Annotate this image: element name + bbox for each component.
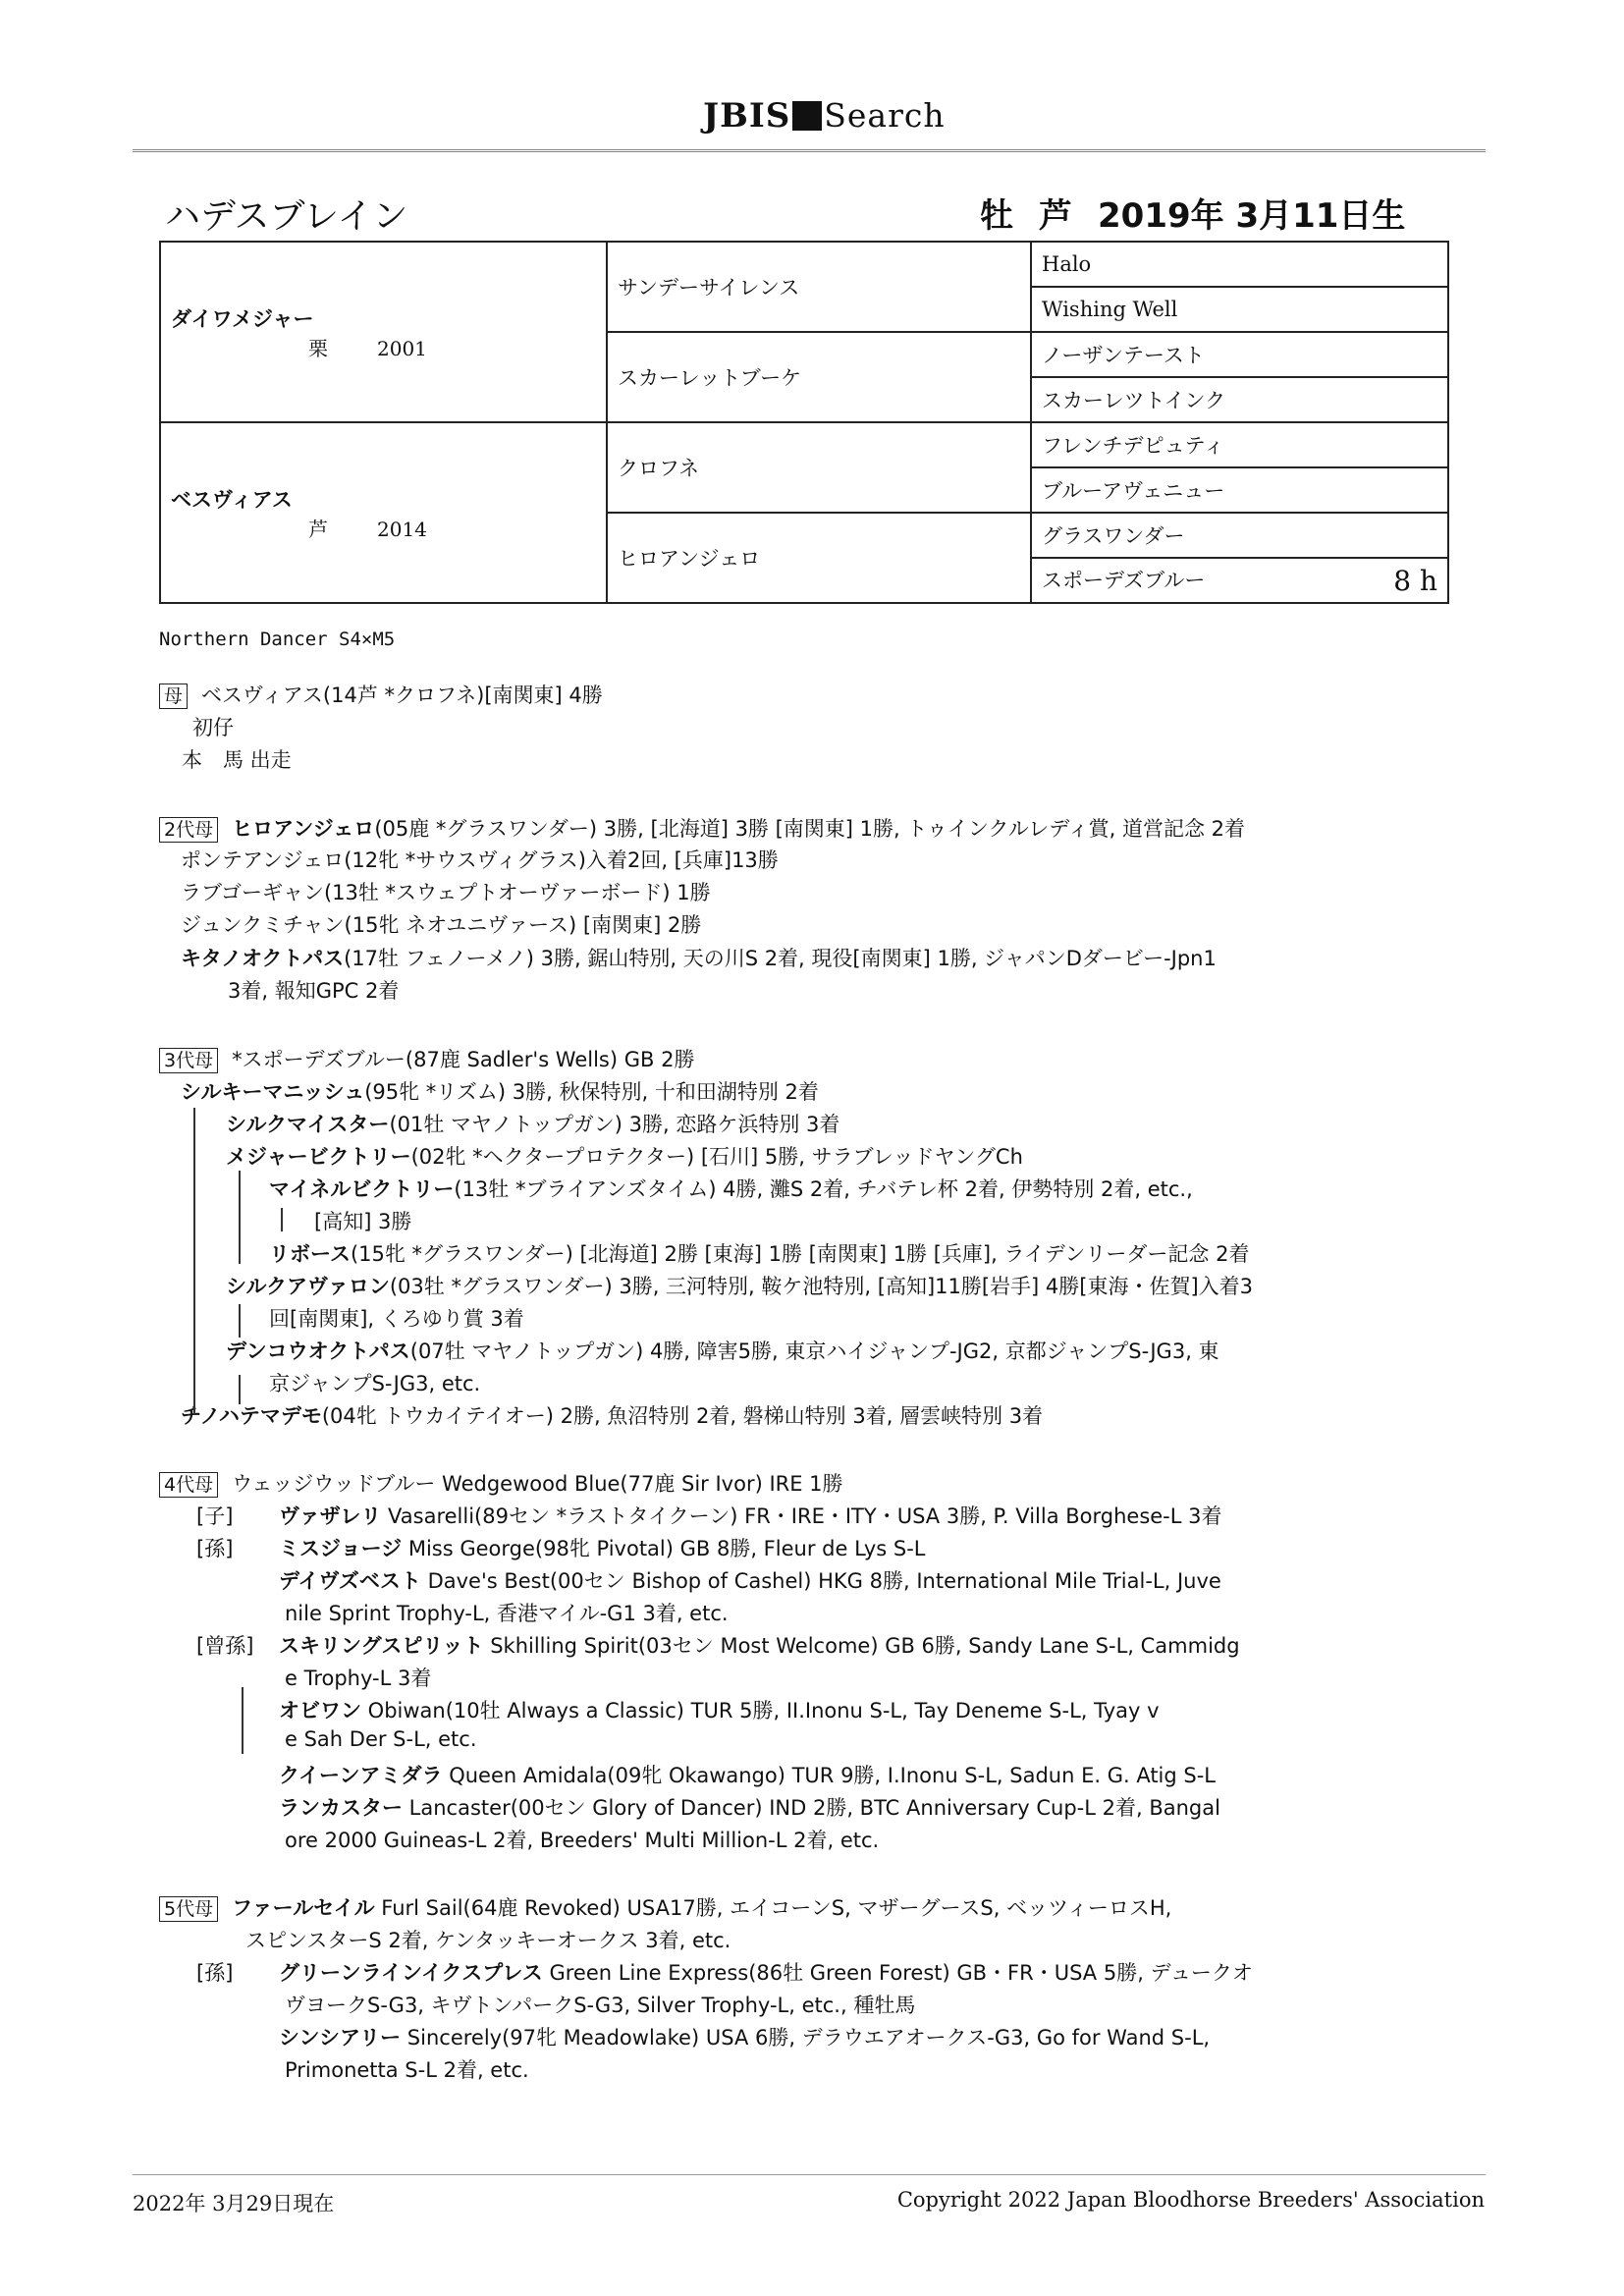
horse-name-bold: ヒロアンジェロ xyxy=(232,817,375,841)
tree-line-avalon xyxy=(239,1304,241,1338)
record-text: nile Sprint Trophy-L, 香港マイル-G1 3着, etc. xyxy=(285,1602,729,1625)
pedigree-gen3-0: Halo xyxy=(1031,242,1448,287)
sire-detail xyxy=(171,333,596,361)
record-line xyxy=(192,712,234,741)
relation-label: [曾孫] xyxy=(196,1634,254,1658)
horse-name-bold: ファールセイル xyxy=(232,1896,375,1920)
record-line xyxy=(269,1303,524,1333)
horse-name-bold: デンコウオクトパス xyxy=(226,1339,410,1363)
dam-detail xyxy=(171,514,596,542)
record-text: ヴヨークS-G3, キヴトンパークS-G3, Silver Trophy-L, etc., 種牡馬 xyxy=(285,1994,916,2017)
record-line xyxy=(279,1695,1160,1724)
tree-line-denko xyxy=(239,1375,241,1404)
record-line xyxy=(269,1368,480,1397)
record-line xyxy=(196,1630,1240,1660)
record-line xyxy=(159,1892,1171,1922)
horse-name-bold: メジャービクトリー xyxy=(226,1145,411,1169)
dam-year: 2014 xyxy=(377,517,427,541)
record-text: (05鹿 *グラスワンダー) 3勝, [北海道] 3勝 [南関東] 1勝, トゥインクルレディ賞, 道営記念 2着 xyxy=(374,817,1245,841)
generation-badge: 母 xyxy=(159,683,188,709)
record-line xyxy=(285,1825,879,1854)
pedigree-dam-cell xyxy=(160,422,607,603)
record-line xyxy=(285,1663,431,1692)
logo-mark-icon xyxy=(792,101,822,131)
tree-line-silky xyxy=(193,1108,195,1414)
record-line xyxy=(181,877,711,906)
record-text: Furl Sail(64鹿 Revoked) USA17勝, エイコーンS, マザーグースS, ベッツィーロスH, xyxy=(374,1896,1172,1920)
horse-name-bold: シルクマイスター xyxy=(226,1113,390,1136)
record-text: ラブゴーギャン(13牡 *スウェプトオーヴァーボード) 1勝 xyxy=(181,881,711,904)
record-line xyxy=(181,845,779,874)
record-text: Queen Amidala(09牝 Okawango) TUR 9勝, I.Inonu S-L, Sadun E. G. Atig S-L xyxy=(442,1764,1217,1787)
record-text: ベスヴィアス(14芦 *クロフネ)[南関東] 4勝 xyxy=(201,683,603,707)
horse-name-bold: ミスジョージ xyxy=(279,1537,403,1560)
pedigree-gen2-1: スカーレットブーケ xyxy=(607,332,1031,422)
record-text: Miss George(98牝 Pivotal) GB 8勝, Fleur de Lys S-L xyxy=(402,1537,926,1560)
horse-name-bold: リボース xyxy=(269,1242,351,1266)
relation-label: [孫] xyxy=(196,1537,234,1560)
record-line xyxy=(285,1990,915,2019)
pedigree-gen3-6: グラスワンダー xyxy=(1031,513,1448,558)
horse-birth: 2019年 3月11日生 xyxy=(1098,196,1406,236)
record-text: (15牝 *グラスワンダー) [北海道] 2勝 [東海] 1勝 [南関東] 1勝 [兵庫], ライデンリーダー記念 2着 xyxy=(350,1242,1250,1266)
record-text: (02牝 *ヘクタープロテクター) [石川] 5勝, サラブレッドヤングCh xyxy=(410,1145,1023,1169)
record-text: Primonetta S-L 2着, etc. xyxy=(285,2058,529,2082)
pedigree-gen3-1: Wishing Well xyxy=(1031,287,1448,332)
record-text: Sincerely(97牝 Meadowlake) USA 6勝, デラウエアオークス-G3, Go for Wand S-L, xyxy=(401,2026,1211,2050)
record-line xyxy=(314,1206,411,1235)
horse-name-bold: スキリングスピリット xyxy=(279,1634,484,1658)
record-text: Obiwan(10牡 Always a Classic) TUR 5勝, II.Inonu S-L, Tay Deneme S-L, Tyay v xyxy=(361,1699,1160,1722)
tree-line-major xyxy=(239,1171,241,1264)
generation-badge: 3代母 xyxy=(159,1048,218,1073)
record-text: 3着, 報知GPC 2着 xyxy=(228,979,400,1003)
footer-divider xyxy=(133,2174,1486,2175)
record-line xyxy=(228,975,399,1005)
record-line xyxy=(245,1925,731,1954)
horse-meta xyxy=(980,189,1405,237)
pedigree-table xyxy=(159,241,1449,604)
record-line xyxy=(196,1501,1222,1530)
record-text: (07牡 マヤノトップガン) 4勝, 障害5勝, 東京ハイジャンプ-JG2, 京都ジャンプS-JG3, 東 xyxy=(409,1339,1219,1363)
logo-text-jbis: JBIS xyxy=(703,96,791,136)
record-text: 本 馬 出走 xyxy=(182,748,292,772)
horse-name-bold: クイーンアミダラ xyxy=(279,1764,443,1787)
record-text: 京ジャンプS-JG3, etc. xyxy=(269,1372,481,1395)
record-line xyxy=(279,1760,1216,1789)
record-text: 初仔 xyxy=(192,716,234,739)
horse-name-bold: デイヴズベスト xyxy=(279,1569,421,1593)
record-line xyxy=(181,943,1217,972)
record-text: Green Line Express(86牡 Green Forest) GB・FR・USA 5勝, デュークオ xyxy=(542,1961,1253,1985)
tree-line-4th xyxy=(242,1687,244,1754)
pedigree-gen2-0: サンデーサイレンス xyxy=(607,242,1031,332)
record-line xyxy=(226,1271,1253,1300)
sire-color: 栗 xyxy=(308,336,328,360)
record-text: Lancaster(00セン Glory of Dancer) IND 2勝, BTC Anniversary Cup-L 2着, Bangal xyxy=(403,1796,1220,1820)
record-text: (04牝 トウカイテイオー) 2勝, 魚沼特別 2着, 磐梯山特別 3着, 層雲峡特別 3着 xyxy=(321,1404,1044,1428)
generation-badge: 4代母 xyxy=(159,1472,218,1498)
horse-name-bold: シルキーマニッシュ xyxy=(181,1080,365,1104)
horse-name-bold: グリーンラインイクスプレス xyxy=(279,1961,543,1985)
record-text: ore 2000 Guineas-L 2着, Breeders' Multi Million-L 2着, etc. xyxy=(285,1829,880,1852)
record-text: (95牝 *リズム) 3勝, 秋保特別, 十和田湖特別 2着 xyxy=(364,1080,819,1104)
horse-name-bold: ランカスター xyxy=(279,1796,403,1820)
record-text: e Trophy-L 3着 xyxy=(285,1667,432,1690)
footer-copyright: Copyright 2022 Japan Bloodhorse Breeders' Association xyxy=(896,2188,1485,2212)
dam-color: 芦 xyxy=(308,517,328,541)
record-text: Dave's Best(00セン Bishop of Cashel) HKG 8勝, International Mile Trial-L, Juve xyxy=(420,1569,1221,1593)
record-text: Skhilling Spirit(03セン Most Welcome) GB 6勝, Sandy Lane S-L, Cammidg xyxy=(483,1634,1240,1658)
record-line xyxy=(269,1238,1249,1268)
record-line xyxy=(181,1076,819,1106)
record-text: ポンテアンジェロ(12牝 *サウスヴィグラス)入着2回, [兵庫]13勝 xyxy=(181,848,779,872)
horse-name-bold: オビワン xyxy=(279,1699,361,1722)
pedigree-gen3-4: フレンチデピュティ xyxy=(1031,422,1448,467)
footer-date: 2022年 3月29日現在 xyxy=(133,2192,335,2215)
record-line xyxy=(279,1792,1220,1822)
jbis-search-logo xyxy=(703,96,946,136)
record-line xyxy=(269,1174,1193,1203)
record-line xyxy=(196,1957,1253,1987)
record-text: 回[南関東], くろゆり賞 3着 xyxy=(269,1307,524,1331)
sire-name: ダイワメジャー xyxy=(171,306,314,331)
pedigree-sire-cell xyxy=(160,242,607,422)
record-text: (13牡 *ブライアンズタイム) 4勝, 灘S 2着, チバテレ杯 2着, 伊勢特別 2着, etc., xyxy=(454,1177,1193,1201)
record-text: e Sah Der S-L, etc. xyxy=(285,1727,477,1751)
horse-name-bold: キタノオクトパス xyxy=(181,947,345,970)
generation-badge: 5代母 xyxy=(159,1896,218,1922)
pedigree-gen2-2: クロフネ xyxy=(607,422,1031,513)
relation-label: [孫] xyxy=(196,1961,234,1985)
record-line xyxy=(279,1565,1221,1595)
record-text: (17牡 フェノーメノ) 3勝, 鋸山特別, 天の川S 2着, 現役[南関東] 1勝, ジャパンDダービー-Jpn1 xyxy=(344,947,1217,970)
record-line xyxy=(226,1141,1023,1171)
record-text: スピンスターS 2着, ケンタッキーオークス 3着, etc. xyxy=(245,1929,731,1952)
logo-text-search: Search xyxy=(824,96,946,135)
horse-name-bold: チノハテマデモ xyxy=(181,1404,322,1428)
record-text: (01牡 マヤノトップガン) 3勝, 恋路ケ浜特別 3着 xyxy=(389,1113,840,1136)
record-text: (03牡 *グラスワンダー) 3勝, 三河特別, 鞍ケ池特別, [高知]11勝[岩手] 4勝[東海・佐賀]入着3 xyxy=(389,1275,1254,1298)
horse-name-bold: シルクアヴァロン xyxy=(226,1275,390,1298)
pedigree-gen3-3: スカーレツトインク xyxy=(1031,377,1448,422)
record-line xyxy=(159,1044,694,1073)
pedigree-gen2-3: ヒロアンジェロ xyxy=(607,513,1031,603)
family-number: 8 h xyxy=(1393,564,1437,597)
generation-badge: 2代母 xyxy=(159,817,218,843)
pedigree-gen3-2: ノーザンテースト xyxy=(1031,332,1448,377)
inbreeding-note: Northern Dancer S4×M5 xyxy=(159,629,396,650)
record-line xyxy=(226,1109,839,1138)
tree-line-mainel xyxy=(281,1208,283,1231)
record-line xyxy=(181,909,701,939)
record-line xyxy=(159,1468,843,1498)
pedigree-gen3-7-cell xyxy=(1031,558,1448,603)
pedigree-gen3-5: ブルーアヴェニュー xyxy=(1031,467,1448,513)
record-line xyxy=(196,1533,926,1562)
horse-name-bold: マイネルビクトリー xyxy=(269,1177,455,1201)
horse-sex: 牡 xyxy=(980,196,1013,236)
dam-name: ベスヴィアス xyxy=(171,487,293,512)
record-line xyxy=(159,813,1245,843)
record-line xyxy=(285,2054,529,2084)
sire-year: 2001 xyxy=(377,336,427,360)
relation-label: [子] xyxy=(196,1504,234,1528)
horse-name-bold: シンシアリー xyxy=(279,2026,402,2050)
horse-color: 芦 xyxy=(1039,196,1072,236)
record-line xyxy=(182,744,292,774)
horse-name-bold: ヴァザレリ xyxy=(279,1504,382,1528)
record-text: *スポーデズブルー(87鹿 Sadler's Wells) GB 2勝 xyxy=(232,1048,695,1071)
record-line xyxy=(285,1727,477,1751)
record-line xyxy=(279,2022,1210,2051)
pedigree-gen3-7: スポーデズブルー xyxy=(1042,568,1206,592)
record-text: Vasarelli(89セン *ラストタイクーン) FR・IRE・ITY・USA 3勝, P. Villa Borghese-L 3着 xyxy=(381,1504,1222,1528)
header-divider xyxy=(133,149,1486,156)
record-text: [高知] 3勝 xyxy=(314,1210,412,1233)
record-line xyxy=(159,680,603,709)
record-line xyxy=(226,1336,1219,1365)
record-line xyxy=(285,1598,729,1627)
horse-name: ハデスブレイン xyxy=(165,196,408,237)
record-text: ジュンクミチャン(15牝 ネオユニヴァース) [南関東] 2勝 xyxy=(181,913,702,937)
record-text: ウェッジウッドブルー Wedgewood Blue(77鹿 Sir Ivor) IRE 1勝 xyxy=(232,1472,843,1496)
record-line xyxy=(181,1400,1043,1430)
